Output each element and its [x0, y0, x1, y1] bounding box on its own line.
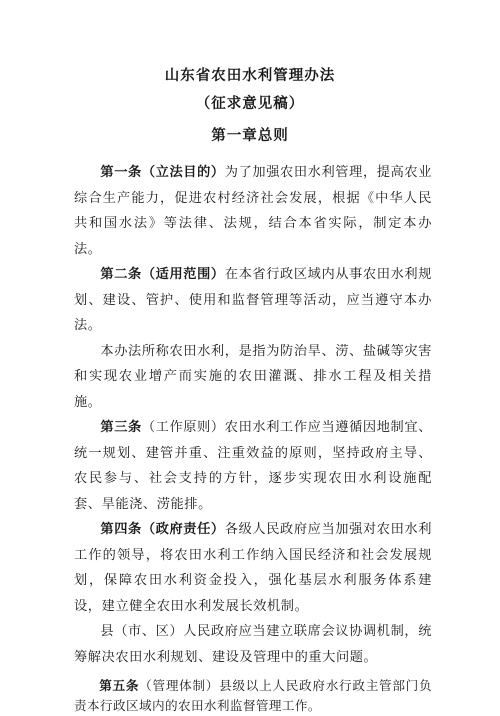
article-1-text: 为了加强农田水利管理，提高农业综合生产能力，促进农村经济社会发展，根据《中华人民共和国水法》等法律、法规，结合本省实际，制定本办法。 [74, 165, 433, 257]
article-5-paragraph [74, 676, 432, 716]
article-5-text: （管理体制）县级以上人民政府水行政主管部门负责本行政区域内的农田水利监督管理工作。 [74, 678, 432, 713]
article-5-heading: 第五条 [99, 678, 140, 693]
article-2-paragraph [74, 262, 432, 339]
document-title: 山东省农田水利管理办法 [164, 67, 336, 84]
chapter-heading: 第一章总则 [211, 127, 289, 144]
document-body [74, 160, 432, 716]
article-2-definition-text: 本办法所称农田水利，是指为防治旱、涝、盐碱等灾害和实现农业增产而实施的农田灌溉、排水工程及相关措施。 [74, 343, 432, 410]
article-4-county-text: 县（市、区）人民政府应当建立联席会议协调机制，统筹解决农田水利规划、建设及管理中的重大问题。 [74, 624, 432, 665]
article-2-heading: 第二条（适用范围） [100, 267, 225, 282]
article-4-county-paragraph [74, 619, 432, 670]
article-4-text: 各级人民政府应当加强对农田水利工作的领导，将农田水利工作纳入国民经济和社会发展规划，保障农田水利资金投入，强化基层水利服务体系建设，建立健全农田水利发展长效机制。 [74, 522, 433, 614]
article-3-heading: 第三条 [100, 420, 142, 435]
article-2-definition-paragraph [74, 339, 432, 416]
document-subtitle: （征求意见稿） [195, 95, 305, 112]
article-3-paragraph [74, 415, 432, 517]
article-2-text: 在本省行政区域内从事农田水利规划、建设、管护、使用和监督管理等活动，应当遵守本办法。 [74, 267, 433, 333]
article-1-heading: 第一条（立法目的） [100, 165, 225, 180]
article-3-text: （工作原则）农田水利工作应当遵循因地制宜、统一规划、建管并重、注重效益的原则，坚持政府主导、农民参与、社会支持的方针，逐步实现农田水利设施配套、旱能浇、涝能排。 [74, 420, 432, 512]
article-4-paragraph [74, 517, 432, 619]
article-1-paragraph [74, 160, 432, 262]
article-4-heading: 第四条（政府责任） [100, 522, 225, 537]
